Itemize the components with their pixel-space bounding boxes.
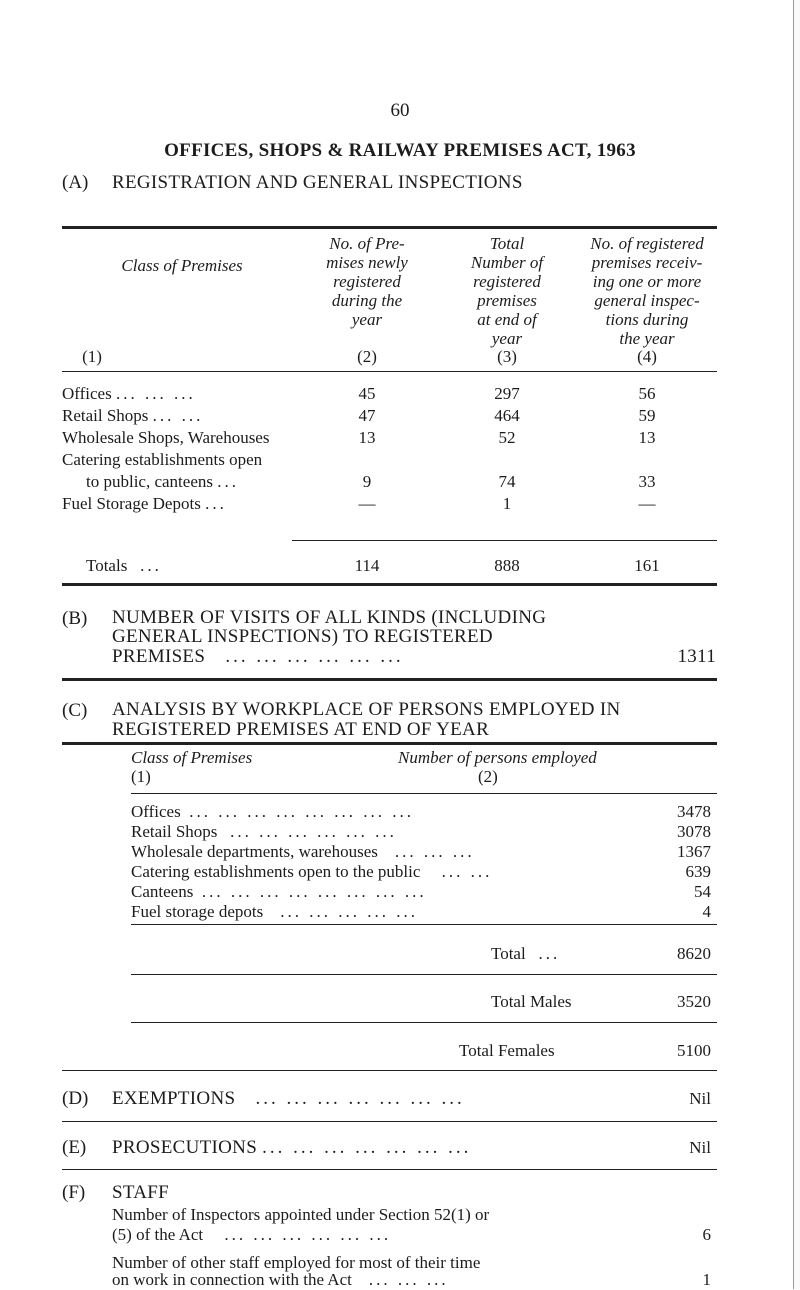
section-b-letter: (B) [62, 608, 88, 629]
table-a-totals-rule [292, 540, 717, 541]
table-c-header-col2: Number of persons employed [398, 748, 597, 767]
section-e-row: (E) PROSECUTIONS ... ... ... ... ... ... ... Nil [62, 1137, 711, 1158]
table-row: Retail Shops ... ... 47 464 59 [62, 406, 656, 425]
table-a-header-col2: No. of Pre- mises newly registered during the year [326, 234, 408, 329]
section-b-value: 1311 [677, 646, 716, 667]
table-c-colnum-1: (1) [131, 767, 151, 786]
table-a-colnum-1: (1) [82, 347, 102, 366]
table-c-body [131, 802, 711, 922]
section-d-value: Nil [689, 1089, 711, 1108]
table-c-males-row: Total Males 3520 [491, 992, 711, 1011]
table-a-totals-row: Totals ... 114 888 161 [86, 556, 660, 575]
table-row: Catering establishments open to the public ... ... 639 [131, 862, 711, 881]
section-f-title: STAFF [112, 1182, 170, 1203]
section-b-title: NUMBER OF VISITS OF ALL KINDS (INCLUDING GENERAL INSPECTIONS) TO REGISTERED [112, 607, 547, 647]
scan-edge [793, 0, 800, 1289]
section-c-letter: (C) [62, 700, 88, 721]
table-c-header-rule [131, 793, 717, 794]
section-c-title: ANALYSIS BY WORKPLACE OF PERSONS EMPLOYED IN REGISTERED PREMISES AT END OF YEAR [112, 699, 621, 740]
section-d-title: EXEMPTIONS [112, 1088, 236, 1109]
table-row: Fuel storage depots ... ... ... ... ... 4 [131, 902, 711, 921]
table-a-bottom-rule [62, 583, 717, 586]
table-c-total-row: Total ... 8620 [491, 944, 711, 963]
section-b-bottom-rule [62, 678, 717, 681]
table-c-females-row: Total Females 5100 [459, 1041, 711, 1060]
section-d-row: (D) EXEMPTIONS ... ... ... ... ... ... ... Nil [62, 1088, 711, 1109]
section-f-line2a: Number of other staff employed for most of their time [112, 1253, 481, 1272]
table-row: Wholesale Shops, Warehouses 13 52 13 [62, 428, 656, 447]
table-c-top-rule [62, 742, 717, 745]
section-e-title: PROSECUTIONS [112, 1137, 258, 1158]
section-f-line1a: Number of Inspectors appointed under Section 52(1) or [112, 1205, 490, 1224]
section-b-premises-line: PREMISES ... ... ... ... ... ... 1311 [112, 646, 716, 667]
table-c-header-col1: Class of Premises [131, 748, 253, 767]
table-c-males-rule [131, 974, 717, 975]
section-c-bottom-rule [62, 1070, 717, 1071]
table-row: Retail Shops ... ... ... ... ... ... 3078 [131, 822, 711, 841]
table-a-colnum-3: (3) [497, 347, 517, 366]
section-e-value: Nil [689, 1138, 711, 1157]
table-a-header-col4: No. of registered premises receiv- ing one or more general inspec- tions during the year [590, 234, 704, 348]
table-a-colnum-4: (4) [637, 347, 657, 366]
section-f-value2: 1 [702, 1270, 711, 1289]
section-f-letter: (F) [62, 1182, 86, 1203]
table-a-header-rule [62, 371, 717, 372]
table-a-header-col3: Total Number of registered premises at end of year [470, 234, 544, 348]
table-row: Offices ... ... ... ... ... ... ... ... 3478 [131, 802, 711, 821]
table-c-total-rule [131, 924, 717, 925]
section-a-title: REGISTRATION AND GENERAL INSPECTIONS [112, 172, 523, 193]
table-a-top-rule [62, 226, 717, 229]
table-row: Catering establishments open [62, 450, 263, 469]
table-c-females-rule [131, 1022, 717, 1023]
act-title: OFFICES, SHOPS & RAILWAY PREMISES ACT, 1963 [164, 140, 636, 161]
table-row: Wholesale departments, warehouses ... ... ... 1367 [131, 842, 711, 861]
section-a-letter: (A) [62, 172, 89, 193]
table-a-header-col1: Class of Premises [121, 256, 243, 275]
section-d-letter: (D) [62, 1088, 89, 1109]
section-f-row1: (5) of the Act ... ... ... ... ... ... 6 [112, 1225, 711, 1244]
page-number: 60 [390, 100, 410, 121]
table-a-body [62, 384, 722, 516]
table-a-colnum-2: (2) [357, 347, 377, 366]
section-f-row2: on work in connection with the Act ... ... ... 1 [112, 1270, 711, 1289]
section-d-bottom-rule [62, 1121, 717, 1122]
section-e-letter: (E) [62, 1137, 87, 1158]
table-row: Canteens ... ... ... ... ... ... ... ... 54 [131, 882, 711, 901]
table-row: Fuel Storage Depots ... — 1 — [62, 494, 656, 513]
section-e-bottom-rule [62, 1169, 717, 1170]
section-f-value1: 6 [702, 1225, 711, 1244]
table-row: to public, canteens ... 9 74 33 [86, 472, 656, 491]
table-c-colnum-2: (2) [478, 767, 498, 786]
table-row: Offices ... ... ... 45 297 56 [62, 384, 656, 403]
